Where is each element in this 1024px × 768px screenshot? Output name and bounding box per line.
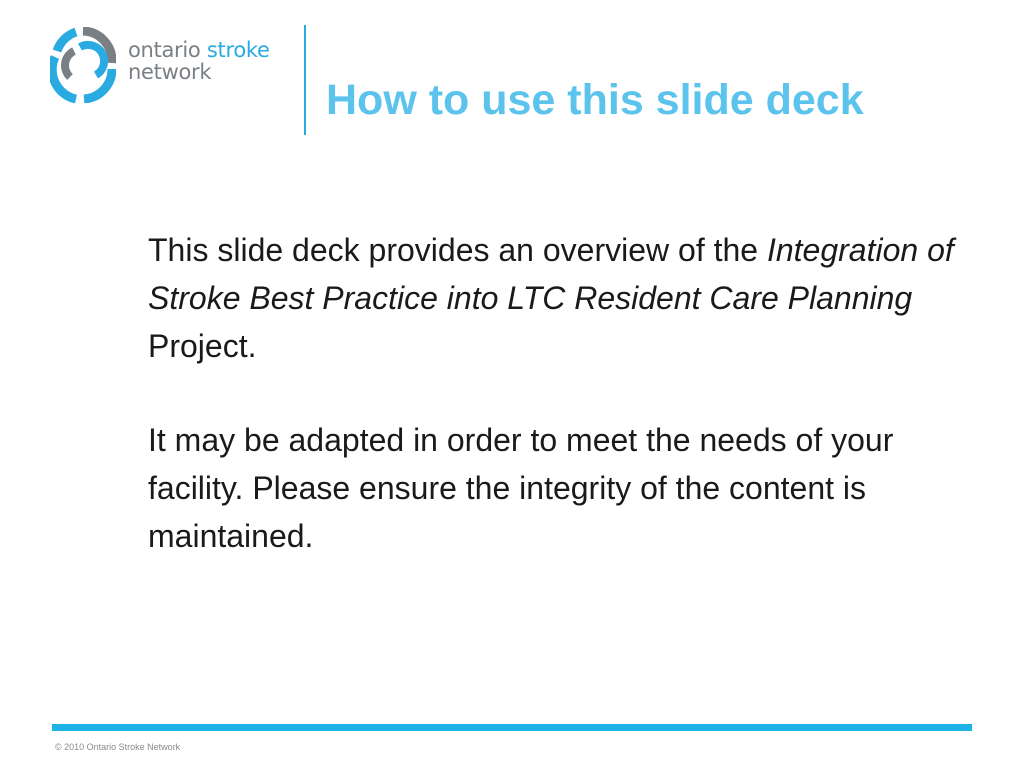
footer-accent-bar xyxy=(52,724,972,731)
logo-word-ontario: ontario xyxy=(128,38,201,62)
slide-body xyxy=(148,226,968,560)
paragraph-adaptation: It may be adapted in order to meet the needs of your facility. Please ensure the integrity of the content is maintained. xyxy=(148,422,894,554)
logo-word-stroke: stroke xyxy=(206,38,270,62)
paragraph-overview xyxy=(148,226,968,370)
ontario-stroke-network-logo-icon xyxy=(50,27,116,103)
project-name: Integration of Stroke Best Practice into LTC Resident Care Planning xyxy=(148,232,954,316)
paragraph-overview-lead: This slide deck provides an overview of the xyxy=(148,232,767,268)
logo-word-network: network xyxy=(128,60,212,84)
header-divider xyxy=(304,25,306,135)
copyright-notice: © 2010 Ontario Stroke Network xyxy=(55,742,181,752)
logo-wordmark xyxy=(128,39,270,83)
paragraph-overview-tail: Project. xyxy=(148,328,257,364)
ontario-stroke-network-logo xyxy=(50,27,290,107)
slide-title: How to use this slide deck xyxy=(326,76,864,124)
